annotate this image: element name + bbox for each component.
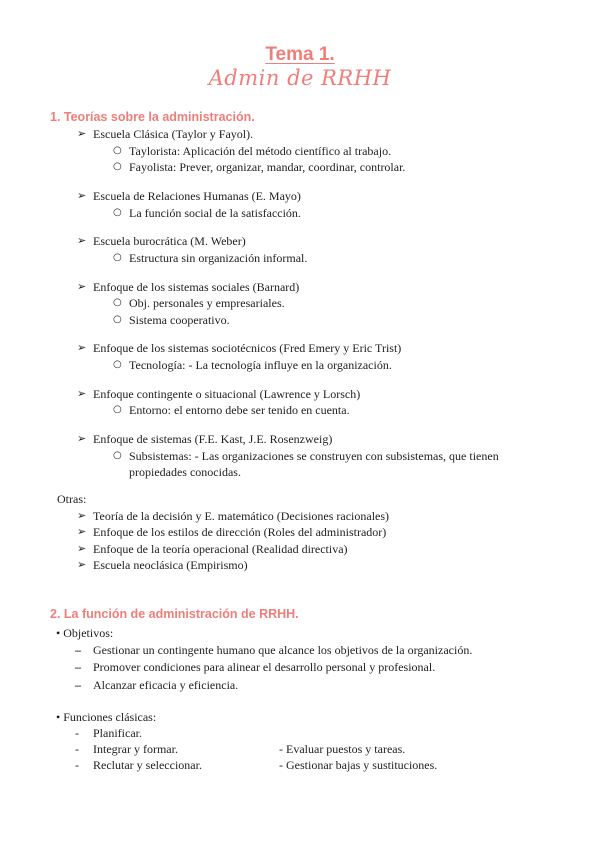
circle-bullet-icon: ○ bbox=[113, 314, 122, 325]
dash-bullet-icon: - bbox=[75, 742, 79, 756]
otras-label: Otras: bbox=[57, 492, 87, 506]
list-item: Promover condiciones para alinear el desarrollo personal y profesional. bbox=[93, 660, 436, 674]
circle-bullet-icon: ○ bbox=[113, 297, 122, 308]
sub-list-item: Obj. personales y empresariales. bbox=[129, 296, 285, 310]
sub-list-item: Fayolista: Prever, organizar, mandar, coordinar, controlar. bbox=[129, 160, 406, 174]
list-item: Escuela de Relaciones Humanas (E. Mayo) bbox=[93, 189, 301, 203]
arrow-bullet-icon: ➢ bbox=[77, 509, 87, 522]
arrow-bullet-icon: ➢ bbox=[77, 558, 87, 571]
dash-bullet-icon: – bbox=[75, 660, 81, 674]
dash-bullet-icon: – bbox=[75, 678, 81, 692]
list-item: Escuela neoclásica (Empirismo) bbox=[93, 558, 248, 572]
sub-list-item: Taylorista: Aplicación del método científico al trabajo. bbox=[129, 144, 392, 158]
circle-bullet-icon: ○ bbox=[113, 359, 122, 370]
arrow-bullet-icon: ➢ bbox=[77, 189, 87, 202]
sub-list-item: Sistema cooperativo. bbox=[129, 313, 230, 327]
arrow-bullet-icon: ➢ bbox=[77, 127, 87, 140]
list-item: Teoría de la decisión y E. matemático (Decisiones racionales) bbox=[93, 509, 390, 523]
arrow-bullet-icon: ➢ bbox=[77, 280, 87, 293]
sub-list-item: La función social de la satisfacción. bbox=[129, 206, 301, 220]
circle-bullet-icon: ○ bbox=[113, 207, 122, 218]
list-item: Integrar y formar. bbox=[93, 742, 178, 756]
list-item: Escuela Clásica (Taylor y Fayol). bbox=[93, 127, 254, 141]
sub-list-item: Tecnología: - La tecnología influye en la organización. bbox=[129, 358, 392, 372]
arrow-bullet-icon: ➢ bbox=[77, 341, 87, 354]
page-subtitle: Admin de RRHH bbox=[208, 66, 392, 90]
sub-list-item-continued: propiedades conocidas. bbox=[129, 465, 241, 479]
circle-bullet-icon: ○ bbox=[113, 161, 122, 172]
sub-list-item: Estructura sin organización informal. bbox=[129, 251, 308, 265]
sub-list-item: Entorno: el entorno debe ser tenido en cuenta. bbox=[129, 403, 350, 417]
dash-bullet-icon: - bbox=[75, 758, 79, 772]
page-title: Tema 1. bbox=[265, 44, 335, 65]
arrow-bullet-icon: ➢ bbox=[77, 387, 87, 400]
arrow-bullet-icon: ➢ bbox=[77, 525, 87, 538]
list-item-right: - Evaluar puestos y tareas. bbox=[279, 742, 406, 756]
list-item: Enfoque de los sistemas sociales (Barnard) bbox=[93, 280, 300, 294]
list-item: Enfoque de los sistemas sociotécnicos (Fred Emery y Eric Trist) bbox=[93, 341, 402, 355]
list-item: Escuela burocrática (M. Weber) bbox=[93, 234, 246, 248]
list-item: Enfoque de los estilos de dirección (Roles del administrador) bbox=[93, 525, 387, 539]
section-heading-1: 1. Teorías sobre la administración. bbox=[50, 110, 255, 124]
list-item: Reclutar y seleccionar. bbox=[93, 758, 202, 772]
section-heading-2: 2. La función de administración de RRHH. bbox=[50, 607, 299, 621]
list-item: Gestionar un contingente humano que alcance los objetivos de la organización. bbox=[93, 643, 473, 657]
list-item: Enfoque de la teoría operacional (Realidad directiva) bbox=[93, 542, 348, 556]
dash-bullet-icon: – bbox=[75, 643, 81, 657]
list-item: Planificar. bbox=[93, 726, 142, 740]
funciones-label: • Funciones clásicas: bbox=[56, 710, 157, 724]
arrow-bullet-icon: ➢ bbox=[77, 234, 87, 247]
arrow-bullet-icon: ➢ bbox=[77, 542, 87, 555]
list-item: Enfoque contingente o situacional (Lawrence y Lorsch) bbox=[93, 387, 361, 401]
circle-bullet-icon: ○ bbox=[113, 252, 122, 263]
circle-bullet-icon: ○ bbox=[113, 145, 122, 156]
list-item: Enfoque de sistemas (F.E. Kast, J.E. Rosenzweig) bbox=[93, 432, 333, 446]
circle-bullet-icon: ○ bbox=[113, 450, 122, 461]
list-item: Alcanzar eficacia y eficiencia. bbox=[93, 678, 239, 692]
objetivos-label: • Objetivos: bbox=[56, 626, 114, 640]
arrow-bullet-icon: ➢ bbox=[77, 432, 87, 445]
dash-bullet-icon: - bbox=[75, 726, 79, 740]
list-item-right: - Gestionar bajas y sustituciones. bbox=[279, 758, 438, 772]
sub-list-item: Subsistemas: - Las organizaciones se construyen con subsistemas, que tienen bbox=[129, 449, 499, 463]
circle-bullet-icon: ○ bbox=[113, 404, 122, 415]
